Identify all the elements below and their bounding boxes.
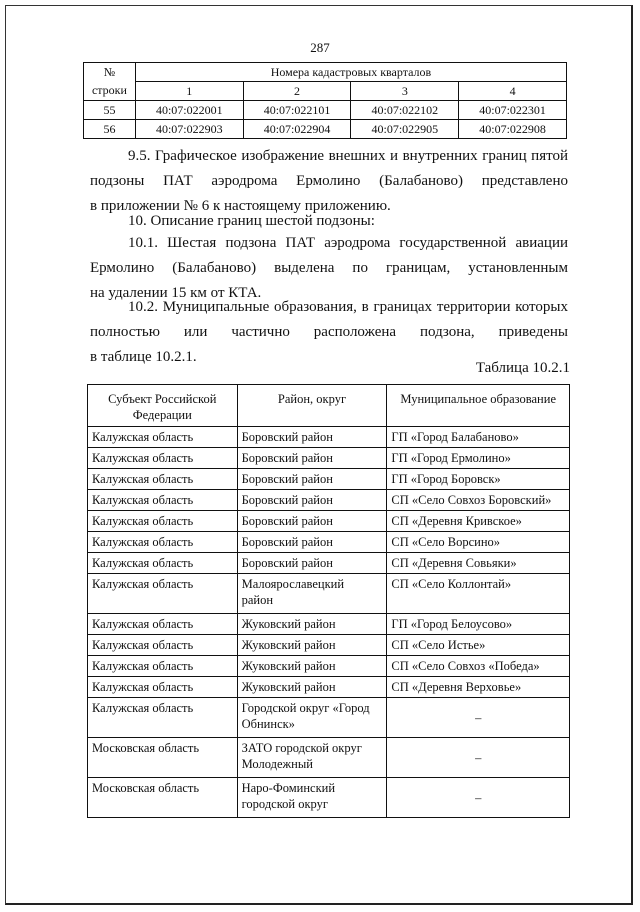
district-cell: Боровский район [237, 469, 387, 490]
district-cell: Жуковский район [237, 656, 387, 677]
district-cell: Малоярославецкий район [237, 574, 387, 614]
table-row [88, 635, 570, 656]
cadastral-quarter: 40:07:022101 [243, 101, 351, 120]
cadastral-quarter: 40:07:022001 [135, 101, 243, 120]
cadastral-quarter: 40:07:022301 [459, 101, 567, 120]
municipality-cell: ГП «Город Балабаново» [387, 427, 570, 448]
paragraph-10-2: 10.2. Муниципальные образования, в границах территории которых полностью или частично расположена подзона, приведены в таблице 10.2.1. [90, 299, 568, 365]
table-row [88, 427, 570, 448]
municipality-cell: СП «Село Совхоз «Победа» [387, 656, 570, 677]
cadastral-quarter: 40:07:022908 [459, 120, 567, 139]
subject-cell: Калужская область [88, 532, 238, 553]
table-row [84, 120, 567, 139]
table-row [88, 490, 570, 511]
district-cell: Жуковский район [237, 614, 387, 635]
district-cell: Жуковский район [237, 635, 387, 656]
subject-cell: Калужская область [88, 553, 238, 574]
subject-cell: Московская область [88, 778, 238, 818]
table-row [84, 101, 567, 120]
table-caption: Таблица 10.2.1 [475, 360, 570, 376]
municipality-cell: СП «Село Коллонтай» [387, 574, 570, 614]
subject-cell: Калужская область [88, 427, 238, 448]
subject-cell: Калужская область [88, 574, 238, 614]
table-row [88, 469, 570, 490]
municipality-cell: СП «Деревня Совьяки» [387, 553, 570, 574]
column-header-4: 4 [459, 82, 567, 101]
municipality-cell: СП «Село Ворсино» [387, 532, 570, 553]
subject-cell: Калужская область [88, 656, 238, 677]
district-cell: Боровский район [237, 532, 387, 553]
municipality-cell: ГП «Город Ермолино» [387, 448, 570, 469]
district-cell: Боровский район [237, 427, 387, 448]
row-number: 56 [84, 120, 136, 139]
cadastral-quarter: 40:07:022903 [135, 120, 243, 139]
table-row [88, 574, 570, 614]
table-row [88, 698, 570, 738]
subject-cell: Калужская область [88, 448, 238, 469]
district-cell: Боровский район [237, 490, 387, 511]
table-row [88, 532, 570, 553]
cadastral-quarter: 40:07:022904 [243, 120, 351, 139]
district-cell: ЗАТО городской округ Молодежный [237, 738, 387, 778]
row-number: 55 [84, 101, 136, 120]
subject-cell: Калужская область [88, 698, 238, 738]
table-row [88, 778, 570, 818]
subject-cell: Московская область [88, 738, 238, 778]
cadastral-quarter: 40:07:022102 [351, 101, 459, 120]
paragraph-9-5: 9.5. Графическое изображение внешних и внутренних границ пятой подзоны ПАТ аэродрома Ермолино (Балабаново) представлено в приложении № 6 к настоящему приложению. [90, 148, 568, 214]
municipality-cell: ГП «Город Белоусово» [387, 614, 570, 635]
district-cell: Жуковский район [237, 677, 387, 698]
subject-cell: Калужская область [88, 511, 238, 532]
subject-cell: Калужская область [88, 677, 238, 698]
column-header-3: 3 [351, 82, 459, 101]
district-cell: Боровский район [237, 511, 387, 532]
column-header-1: 1 [135, 82, 243, 101]
table-row [88, 448, 570, 469]
page-number: 287 [310, 40, 330, 55]
subject-cell: Калужская область [88, 490, 238, 511]
paragraph-10: 10. Описание границ шестой подзоны: [128, 213, 375, 229]
subject-cell: Калужская область [88, 614, 238, 635]
municipality-cell: СП «Деревня Кривское» [387, 511, 570, 532]
table-row [88, 677, 570, 698]
subject-cell: Калужская область [88, 635, 238, 656]
table-row [88, 614, 570, 635]
cadastral-quarters-table [83, 62, 567, 139]
district-cell: Боровский район [237, 553, 387, 574]
column-header-2: 2 [243, 82, 351, 101]
row-number-header: № строки [84, 63, 136, 101]
district-header: Район, округ [237, 385, 387, 427]
district-cell: Городской округ «Город Обнинск» [237, 698, 387, 738]
subject-header: Субъект Российской Федерации [88, 385, 238, 427]
municipality-cell: – [387, 738, 570, 778]
municipality-cell: СП «Деревня Верховье» [387, 677, 570, 698]
municipalities-table [87, 384, 570, 818]
municipality-cell: – [387, 698, 570, 738]
municipality-cell: ГП «Город Боровск» [387, 469, 570, 490]
municipality-cell: – [387, 778, 570, 818]
district-cell: Наро-Фоминский городской округ [237, 778, 387, 818]
cadastral-quarter: 40:07:022905 [351, 120, 459, 139]
district-cell: Боровский район [237, 448, 387, 469]
table-row [88, 511, 570, 532]
subject-cell: Калужская область [88, 469, 238, 490]
municipality-cell: СП «Село Истье» [387, 635, 570, 656]
municipality-header: Муниципальное образование [387, 385, 570, 427]
cadastral-quarters-header: Номера кадастровых кварталов [135, 63, 566, 82]
table-row [88, 553, 570, 574]
paragraph-10-1: 10.1. Шестая подзона ПАТ аэродрома государственной авиации Ермолино (Балабаново) выделена по границам, установленным на удалении 15 км от КТА. [90, 235, 568, 301]
municipality-cell: СП «Село Совхоз Боровский» [387, 490, 570, 511]
table-row [88, 738, 570, 778]
table-row [88, 656, 570, 677]
